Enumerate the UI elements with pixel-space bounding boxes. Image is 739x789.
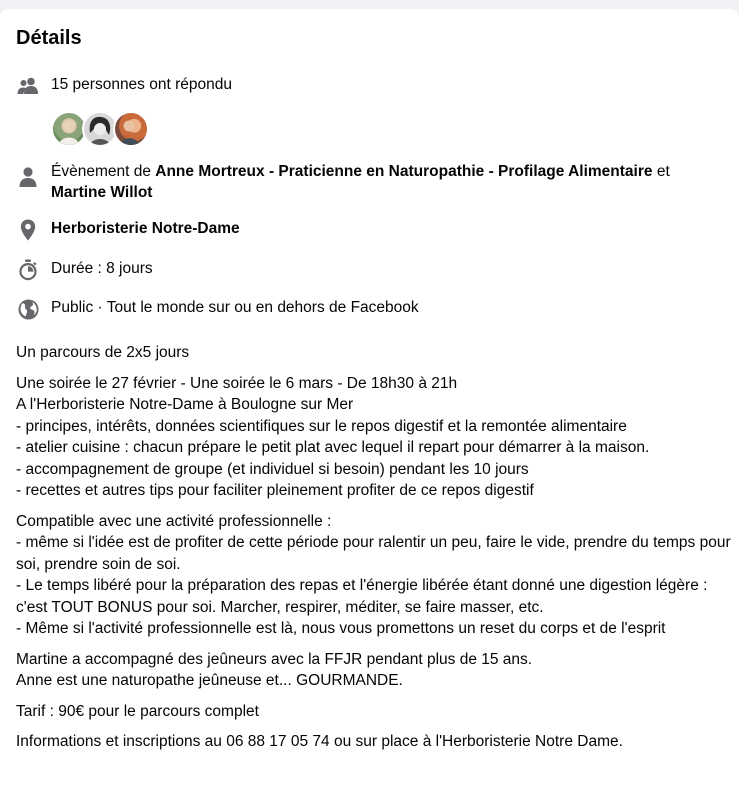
duration-text: Durée : 8 jours xyxy=(51,260,153,277)
description-paragraph: Compatible avec une activité professionnelle : - même si l'idée est de profiter de cette période pour ralentir un peu, faire le vide, prendre du temps pour soi, prendre soin de soi. - Le temps libéré pour la préparation des repas et l'énergie libérée étant donné une digestion légère : c'est TOUT BONUS pour soi. Marcher, respirer, méditer, se faire masser, etc. - Même si l'activité professionnelle est là, nous vous promettons un reset du corps et de l'esprit xyxy=(16,512,731,637)
map-pin-icon xyxy=(16,218,40,242)
location-row xyxy=(16,218,716,242)
avatar[interactable] xyxy=(113,111,149,147)
organizer-text: Évènement de Anne Mortreux - Praticienne en Naturopathie - Profilage Alimentaire et Martine Willot xyxy=(51,163,670,201)
duration-row xyxy=(16,258,716,282)
description-paragraph: Tarif : 90€ pour le parcours complet xyxy=(16,702,259,720)
location-link[interactable]: Herboristerie Notre-Dame xyxy=(51,220,240,237)
privacy-row xyxy=(16,297,716,321)
description-paragraph: Une soirée le 27 février - Une soirée le 6 mars - De 18h30 à 21h A l'Herboristerie Notre-Dame à Boulogne sur Mer - principes, intérêts, données scientifiques sur le repos digestif et la remontée alimentaire - atelier cuisine : chacun prépare le petit plat avec lequel il repart pour démarrer à la maison. - accompagnement de groupe (et individuel si besoin) pendant les 10 jours - recettes et autres tips pour faciliter pleinement profiter de ce repos digestif xyxy=(16,374,650,499)
respondent-avatars[interactable] xyxy=(51,111,161,147)
organizer-row xyxy=(16,161,716,203)
privacy-text: Public · Tout le monde sur ou en dehors de Facebook xyxy=(51,299,419,316)
details-card xyxy=(0,9,739,789)
description-paragraph: Informations et inscriptions au 06 88 17 05 74 ou sur place à l'Herboristerie Notre Dame. xyxy=(16,733,623,750)
event-description xyxy=(16,342,731,762)
organizer-link-1[interactable]: Anne Mortreux - Praticienne en Naturopathie - Profilage Alimentaire xyxy=(155,163,653,180)
responded-text: 15 personnes ont répondu xyxy=(51,76,232,93)
stopwatch-icon xyxy=(16,258,40,282)
description-paragraph: Un parcours de 2x5 jours xyxy=(16,344,190,361)
organizer-link-2[interactable]: Martine Willot xyxy=(51,184,153,201)
people-icon xyxy=(16,74,40,98)
responded-row[interactable] xyxy=(16,74,716,98)
section-title: Détails xyxy=(16,27,82,49)
person-icon xyxy=(16,165,40,189)
description-paragraph: Martine a accompagné des jeûneurs avec la FFJR pendant plus de 15 ans. Anne est une naturopathe jeûneuse et... GOURMANDE. xyxy=(16,650,533,689)
globe-icon xyxy=(16,297,40,321)
